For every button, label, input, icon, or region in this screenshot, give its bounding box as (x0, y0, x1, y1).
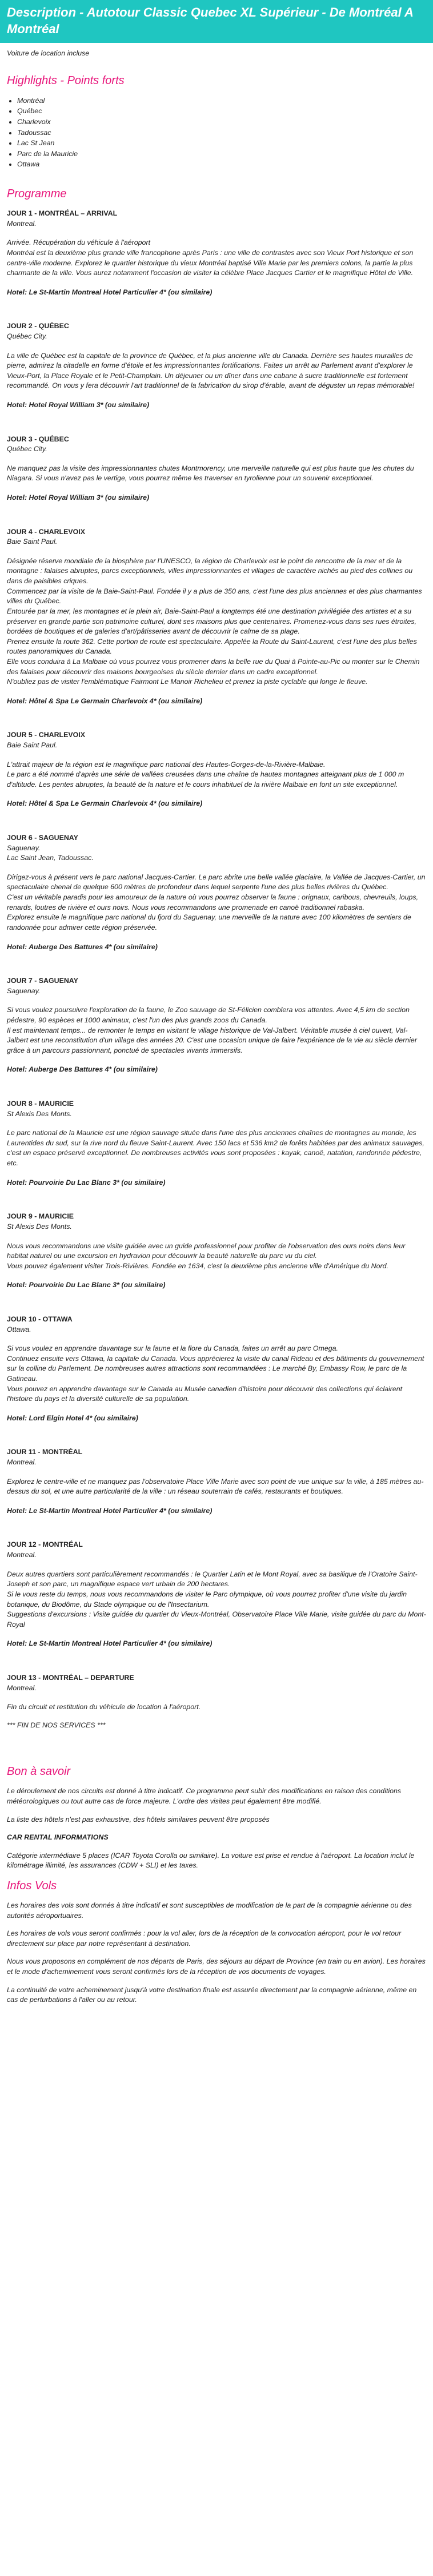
day-title: JOUR 2 - QUÉBEC (7, 322, 69, 331)
day-block (7, 1315, 426, 1423)
day-title: JOUR 11 - MONTRÉAL (7, 1448, 83, 1456)
day-title: JOUR 10 - OTTAWA (7, 1315, 73, 1323)
highlight-item: • Charlevoix (17, 117, 426, 128)
day-location: Montreal. (7, 1458, 37, 1467)
day-location: Montreal. (7, 1551, 37, 1559)
day-description (7, 1241, 426, 1272)
day-description (7, 1128, 426, 1168)
highlight-item: • Québec (17, 106, 426, 117)
bon-a-savoir-text: La liste des hôtels n'est pas exhaustive, des hôtels similaires peuvent être proposés (7, 1815, 270, 1823)
day-location: Québec City. (7, 332, 47, 340)
infos-vols-block (7, 1901, 426, 2005)
highlight-item: • Montréal (17, 95, 426, 106)
content (0, 49, 433, 2005)
day-hotel: Hotel: Pourvoirie Du Lac Blanc 3* (ou similaire) (7, 1281, 166, 1289)
day-paragraph: Désignée réserve mondiale de la biosphère par l'UNESCO, la région de Charlevoix est le point de rencontre de la mer et de la montagne : falaises abruptes, parcs exceptionnels, villes impressionnantes et villages de caractère nichés au pied des collines ou dans de paisibles criques. (7, 556, 413, 586)
day-paragraph: La ville de Québec est la capitale de la province de Québec, et la plus ancienne ville du Canada. Derrière ses hautes murailles de pierre, admirez la citadelle en forme d'étoile et les impressionnantes fortifications. Faites un arrêt au Parlement avant d'explorer le Vieux-Port, la Place Royale et le Petit-Champlain. Un déjeuner ou un dîner dans une cabane à sucre traditionnelle est fortement recommandé. On vous y fera découvrir l'art traditionnel de la fabrication du sirop d'érable, avant de déguster un repas mémorable! (7, 351, 415, 390)
day-block (7, 527, 426, 707)
day-block (7, 1673, 426, 1713)
day-paragraph: Fin du circuit et restitution du véhicule de location à l'aéroport. (7, 1703, 201, 1711)
day-title: JOUR 5 - CHARLEVOIX (7, 731, 86, 739)
highlights-heading: Highlights - Points forts (7, 74, 125, 87)
day-paragraph: Arrivée. Récupération du véhicule à l'aéroport (7, 238, 151, 247)
day-paragraph: C'est un véritable paradis pour les amoureux de la nature où vous pourrez observer la faune : orignaux, caribous, chevreuils, loups, renards, loutres de rivière et ours noirs. Nous vous recommandons une promenade en canoë traditionnel rabaska. (7, 893, 419, 911)
day-block (7, 1212, 426, 1291)
end-services: *** FIN DE NOS SERVICES *** (7, 1721, 106, 1729)
day-paragraph: Si vous voulez poursuivre l'exploration de la faune, le Zoo sauvage de St-Félicien comblera vos attentes. Avec 4,5 km de section pédestre, 90 espèces et 1000 animaux, c'est l'un des plus grands zoos du Canada. (7, 1006, 410, 1024)
intro-text: Voiture de location incluse (7, 49, 90, 58)
day-title: JOUR 3 - QUÉBEC (7, 435, 69, 443)
day-paragraph: Deux autres quartiers sont particulièrement recommandés : le Quartier Latin et le Mont Royal, avec sa basilique de l'Oratoire Saint-Joseph et son parc, un magnifique espace vert urbain de 200 hectares. (7, 1570, 418, 1588)
infos-vols-text: Les horaires de vols vous seront confirmés : pour la vol aller, lors de la réception de la convocation aéroport, pour le vol retour directement sur place par notre représentant à destination. (7, 1929, 402, 1948)
day-description (7, 760, 426, 790)
day-title: JOUR 6 - SAGUENAY (7, 834, 78, 842)
day-paragraph: Montréal est la deuxième plus grande ville francophone après Paris : une ville de contrastes avec son Vieux Port historique et son centre-ville moderne. Explorez le quartier historique du vieux Montréal baptisé Ville Marie par les premiers colons, la partie la plus charmante de la ville. Vous aurez notamment l'occasion de visiter la célèbre Place Jacques Cartier et le magnifique Hôtel de Ville. (7, 248, 414, 277)
day-location: St Alexis Des Monts. (7, 1222, 72, 1231)
day-hotel: Hotel: Auberge Des Battures 4* (ou similaire) (7, 1065, 158, 1074)
day-location: Saguenay. (7, 986, 41, 995)
day-title: JOUR 7 - SAGUENAY (7, 977, 78, 985)
day-block (7, 976, 426, 1075)
day-description (7, 1570, 426, 1630)
day-description (7, 556, 426, 687)
day-hotel: Hotel: Hotel Royal William 3* (ou similaire) (7, 400, 150, 409)
day-hotel: Hotel: Hôtel & Spa Le Germain Charlevoix 4* (ou similaire) (7, 696, 203, 705)
day-title: JOUR 4 - CHARLEVOIX (7, 527, 86, 536)
day-location: St Alexis Des Monts. (7, 1109, 72, 1118)
day-paragraph: N'oubliez pas de visiter l'emblématique Fairmont Le Manoir Richelieu et prenez la piste cyclable qui longe le fleuve. (7, 678, 368, 686)
bon-a-savoir-text: Le déroulement de nos circuits est donné à titre indicatif. Ce programme peut subir des modifications en raison des conditions météorologiques ou tout autre cas de force majeure. L'ordre des visites peut également être modifié. (7, 1787, 402, 1805)
day-description (7, 464, 426, 484)
day-description (7, 1702, 426, 1713)
day-block (7, 209, 426, 297)
bon-a-savoir-block (7, 1786, 426, 1871)
day-paragraph: Explorez ensuite le magnifique parc national du fjord du Saguenay, une merveille de la nature avec 100 kilomètres de sentiers de randonnée pour admirer cette région préservée. (7, 913, 411, 931)
day-location: Baie Saint Paul. (7, 538, 58, 546)
day-title: JOUR 12 - MONTRÉAL (7, 1540, 83, 1549)
day-paragraph: L'attrait majeur de la région est le magnifique parc national des Hautes-Gorges-de-la-Rivière-Malbaie. (7, 760, 326, 769)
day-hotel: Hotel: Auberge Des Battures 4* (ou similaire) (7, 942, 158, 951)
day-paragraph: Commencez par la visite de la Baie-Saint-Paul. Fondée il y a plus de 350 ans, c'est l'une des plus anciennes et des plus charmantes villes du Québec. (7, 587, 422, 606)
day-paragraph: Ne manquez pas la visite des impressionnantes chutes Montmorency, une merveille naturelle qui est plus haute que les chutes du Niagara. Si vous n'avez pas le vertige, vous pourrez même les traverser en tyrolienne pour un souvenir exceptionnel. (7, 464, 414, 483)
day-hotel: Hotel: Hotel Royal William 3* (ou similaire) (7, 493, 150, 502)
day-location: Montreal. (7, 219, 37, 228)
car-rental-heading: CAR RENTAL INFORMATIONS (7, 1833, 109, 1842)
day-paragraph: Elle vous conduira à La Malbaie où vous pourrez vous promener dans la belle rue du Quai à Pointe-au-Pic ou monter sur le Chemin des falaises pour découvrir des maisons bourgeoises du siècle dernier dans un cadre exceptionnel. (7, 657, 420, 676)
day-paragraph: Nous vous recommandons une visite guidée avec un guide professionnel pour profiter de l'observation des ours noirs dans leur habitat naturel ou une excursion en hydravion pour découvrir la beauté naturelle du parc vu du ciel. (7, 1241, 406, 1260)
infos-vols-heading: Infos Vols (7, 1880, 57, 1893)
infos-vols-text: Nous vous proposons en complément de nos départs de Paris, des séjours au départ de Province (en train ou en avion). Les horaires et le mode d'acheminement vous seront confirmés lors de la réception de vos documents de voyages. (7, 1957, 426, 1976)
day-title: JOUR 13 - MONTRÉAL – DEPARTURE (7, 1673, 134, 1682)
highlight-item: • Ottawa (17, 159, 426, 170)
day-paragraph: Continuez ensuite vers Ottawa, la capitale du Canada. Vous apprécierez la visite du canal Rideau et des bâtiments du gouvernement sur la colline du Parlement. De nombreuses autres attractions sont recommandées : Le marché By, Embassy Row, le parc de la Gatineau. (7, 1354, 424, 1383)
day-paragraph: Si le vous reste du temps, nous vous recommandons de visiter le Parc olympique, où vous pourrez profiter d'une visite du jardin botanique, du Biodôme, du Stade olympique ou de l'Insectarium. (7, 1590, 407, 1608)
bon-a-savoir-heading: Bon à savoir (7, 1765, 71, 1778)
highlight-item: • Parc de la Mauricie (17, 149, 426, 160)
day-block (7, 730, 426, 809)
day-hotel: Hotel: Lord Elgin Hotel 4* (ou similaire) (7, 1414, 138, 1422)
day-hotel: Hotel: Hôtel & Spa Le Germain Charlevoix 4* (ou similaire) (7, 799, 203, 808)
day-block (7, 1447, 426, 1516)
day-paragraph: Il est maintenant temps... de remonter le temps en visitant le village historique de Val-Jalbert. Véritable musée à ciel ouvert, Val-Jalbert est une reconstitution d'un village des années 20. C'est une occasion unique de faire l'expérience de la vie au siècle dernier grâce à un parcours passionnant, ponctué de spectacles vivants immersifs. (7, 1026, 417, 1054)
day-block (7, 321, 426, 410)
day-location: Montreal. (7, 1683, 37, 1692)
day-description (7, 873, 426, 933)
days-container (7, 209, 426, 1713)
day-paragraph: Dirigez-vous à présent vers le parc national Jacques-Cartier. Le parc abrite une belle vallée glaciaire, la Vallée de Jacques-Cartier, un spectaculaire chenal de quelque 600 mètres de profondeur dans lequel serpente l'une des plus belles rivières du Québec. (7, 873, 426, 891)
day-location: Saguenay. Lac Saint Jean, Tadoussac. (7, 843, 94, 862)
title-bar (0, 0, 433, 43)
day-location: Ottawa. (7, 1325, 31, 1333)
day-description (7, 1344, 426, 1404)
day-description (7, 1477, 426, 1497)
programme-heading: Programme (7, 188, 67, 201)
day-paragraph: Vous pouvez également visiter Trois-Rivières. Fondée en 1634, c'est la deuxième plus ancienne ville d'Amérique du Nord. (7, 1261, 388, 1270)
day-paragraph: Le parc national de la Mauricie est une région sauvage située dans l'une des plus anciennes chaînes de montagnes au monde, les Laurentides du sud, sur la rive nord du fleuve Saint-Laurent. Avec 150 lacs et 536 km2 de forêts habitées par des animaux sauvages, c'est un espace préservé exceptionnel. De nombreuses activités vous sont proposées : kayak, canoë, natation, randonnée pédestre, etc. (7, 1129, 424, 1168)
day-description (7, 238, 426, 278)
day-title: JOUR 1 - MONTRÉAL – ARRIVAL (7, 209, 118, 218)
day-paragraph: Explorez le centre-ville et ne manquez pas l'observatoire Place Ville Marie avec son point de vue unique sur la ville, à 185 mètres au-dessus du sol, et une autre particularité de la ville : un réseau souterrain de cafés, restaurants et boutiques. (7, 1477, 424, 1496)
day-hotel: Hotel: Le St-Martin Montreal Hotel Particulier 4* (ou similaire) (7, 1506, 213, 1515)
page-title: Description - Autotour Classic Quebec XL Supérieur - De Montréal A Montréal (7, 5, 414, 36)
day-title: JOUR 8 - MAURICIE (7, 1100, 74, 1108)
day-paragraph: Entourée par la mer, les montagnes et le plein air, Baie-Saint-Paul a longtemps été une destination privilégiée des artistes et a su préserver en grande partie son patrimoine culturel, dont ses maisons plus que centenaires. Promenez-vous dans ses rues étroites, bordées de boutiques et de galeries d'art/pâtisseries avant de découvrir le calme de sa plage. (7, 607, 416, 636)
day-paragraph: Prenez ensuite la route 362. Cette portion de route est spectaculaire. Appelée la Route du Saint-Laurent, c'est l'une des plus belles routes panoramiques du Canada. (7, 637, 417, 656)
highlight-item: • Tadoussac (17, 128, 426, 138)
car-rental-text: Catégorie intermédiaire 5 places (ICAR Toyota Corolla ou similaire). La voiture est prise et rendue à l'aéroport. La location inclut le kilométrage illimité, les assurances (CDW + SLI) et les taxes. (7, 1851, 415, 1870)
infos-vols-text: Les horaires des vols sont donnés à titre indicatif et sont susceptibles de modification de la part de la compagnie aérienne ou des autorités aéroportuaires. (7, 1901, 412, 1920)
day-paragraph: Le parc a été nommé d'après une série de vallées creusées dans une chaîne de hautes montagnes atteignant plus de 1 000 m d'altitude. Les pentes abruptes, la beauté de la nature et le cours inhabituel de la rivière Malbaie en font un site exceptionnel. (7, 770, 404, 789)
day-description (7, 1005, 426, 1056)
day-block (7, 1540, 426, 1649)
highlight-item: • Lac St Jean (17, 138, 426, 149)
day-block (7, 1099, 426, 1188)
infos-vols-text: La continuité de votre acheminement jusqu'à votre destination finale est assurée directement par la compagnie aérienne, même en cas de perturbations à l'aller ou au retour. (7, 1985, 417, 2004)
day-hotel: Hotel: Le St-Martin Montreal Hotel Particulier 4* (ou similaire) (7, 1639, 213, 1648)
day-block (7, 833, 426, 952)
day-paragraph: Vous pouvez en apprendre davantage sur le Canada au Musée canadien d'histoire pour découvrir des collections qui éclairent l'histoire du pays et la diversité culturelle de sa population. (7, 1384, 403, 1403)
day-description (7, 351, 426, 391)
day-block (7, 435, 426, 503)
day-paragraph: Suggestions d'excursions : Visite guidée du quartier du Vieux-Montréal, Observatoire Place Ville Marie, visite guidée du parc du Mont-Royal (7, 1610, 426, 1629)
day-location: Baie Saint Paul. (7, 741, 58, 749)
day-hotel: Hotel: Le St-Martin Montreal Hotel Particulier 4* (ou similaire) (7, 288, 213, 296)
day-hotel: Hotel: Pourvoirie Du Lac Blanc 3* (ou similaire) (7, 1178, 166, 1187)
day-paragraph: Si vous voulez en apprendre davantage sur la faune et la flore du Canada, faites un arrêt au parc Omega. (7, 1344, 338, 1353)
day-location: Québec City. (7, 445, 47, 453)
day-title: JOUR 9 - MAURICIE (7, 1212, 74, 1221)
highlights-list (7, 95, 426, 170)
